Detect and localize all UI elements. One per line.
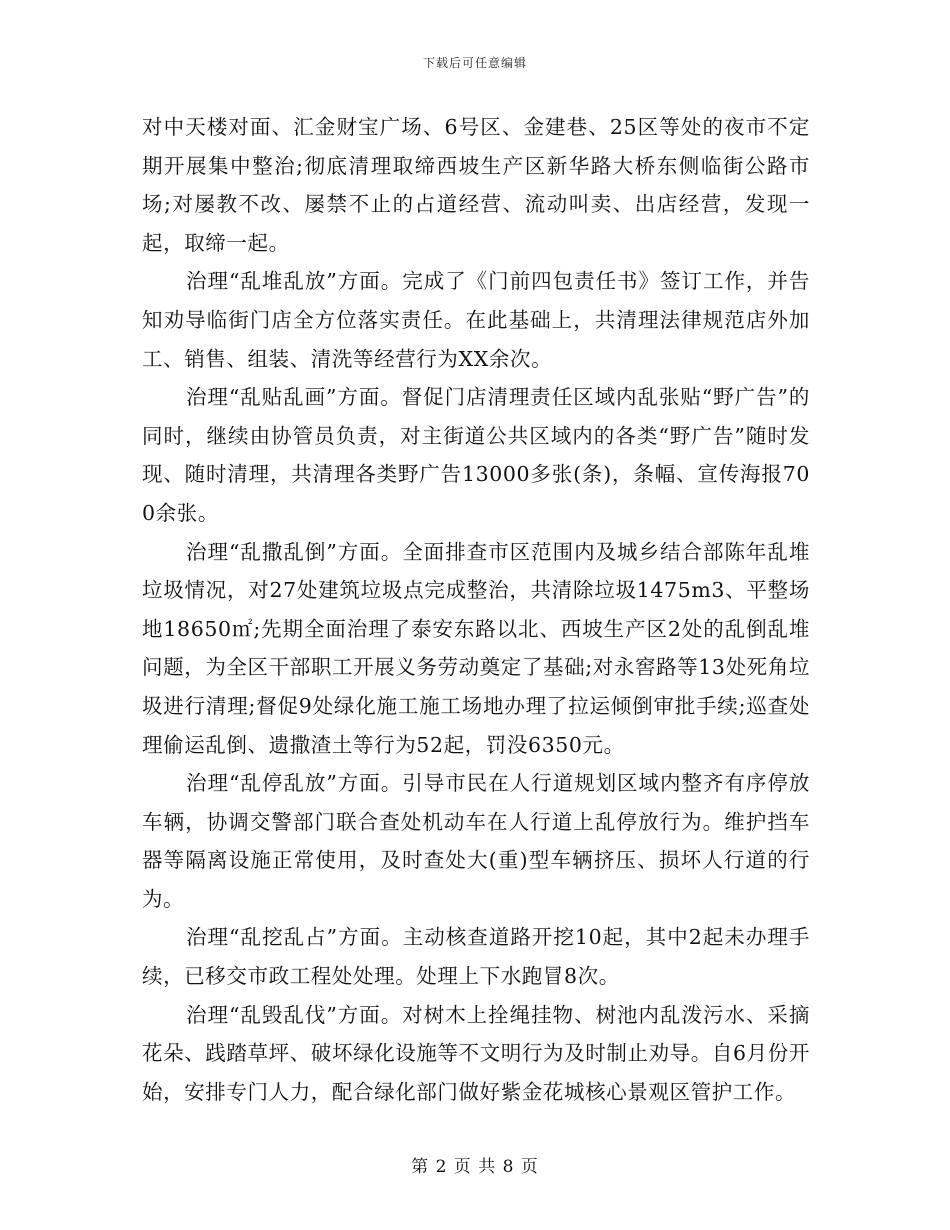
- paragraph-parking: 治理“乱停乱放”方面。引导市民在人行道规划区域内整齐有序停放车辆，协调交警部门联合查处机动车在人行道上乱停放行为。维护挡车器等隔离设施正常使用，及时查处大(重)型车辆挤压、损坏人行道的行为。: [142, 771, 810, 911]
- paragraph-piling: 治理“乱堆乱放”方面。完成了《门前四包责任书》签订工作，并告知劝导临街门店全方位落实责任。在此基础上，共清理法律规范店外加工、销售、组装、清洗等经营行为XX余次。: [142, 269, 810, 371]
- paragraph-greenery: 治理“乱毁乱伐”方面。对树木上拴绳挂物、树池内乱泼污水、采摘花朵、践踏草坪、破坏绿化设施等不文明行为及时制止劝导。自6月份开始，安排专门人力，配合绿化部门做好紫金花城核心景观区管护工作。: [142, 1002, 810, 1104]
- paragraph-dumping: 治理“乱撒乱倒”方面。全面排查市区范围内及城乡结合部陈年乱堆垃圾情况，对27处建筑垃圾点完成整治，共清除垃圾1475m3、平整场地18650㎡;先期全面治理了泰安东路以北、西坡生产区2处的乱倒乱堆问题，为全区干部职工开展义务劳动奠定了基础;对永窖路等13处死角垃圾进行清理;督促9处绿化施工施工场地办理了拉运倾倒审批手续;巡查处理偷运乱倒、遗撒渣土等行为52起，罚没6350元。: [142, 539, 810, 757]
- paragraph-posting: 治理“乱贴乱画”方面。督促门店清理责任区域内乱张贴“野广告”的同时，继续由协管员负责，对主街道公共区域内的各类“野广告”随时发现、随时清理，共清理各类野广告13000多张(条)，条幅、宣传海报700余张。: [142, 385, 810, 525]
- document-body: [142, 108, 810, 1111]
- page-footer: 第 2 页 共 8 页: [411, 1157, 539, 1177]
- page-header: 下载后可任意编辑: [422, 56, 527, 70]
- paragraph-night-market: 对中天楼对面、汇金财宝广场、6号区、金建巷、25区等处的夜市不定期开展集中整治;彻底清理取缔西坡生产区新华路大桥东侧临街公路市场;对屡教不改、屡禁不止的占道经营、流动叫卖、出店经营，发现一起，取缔一起。: [142, 115, 810, 255]
- paragraph-digging: 治理“乱挖乱占”方面。主动核查道路开挖10起，其中2起未办理手续，已移交市政工程处处理。处理上下水跑冒8次。: [142, 925, 810, 989]
